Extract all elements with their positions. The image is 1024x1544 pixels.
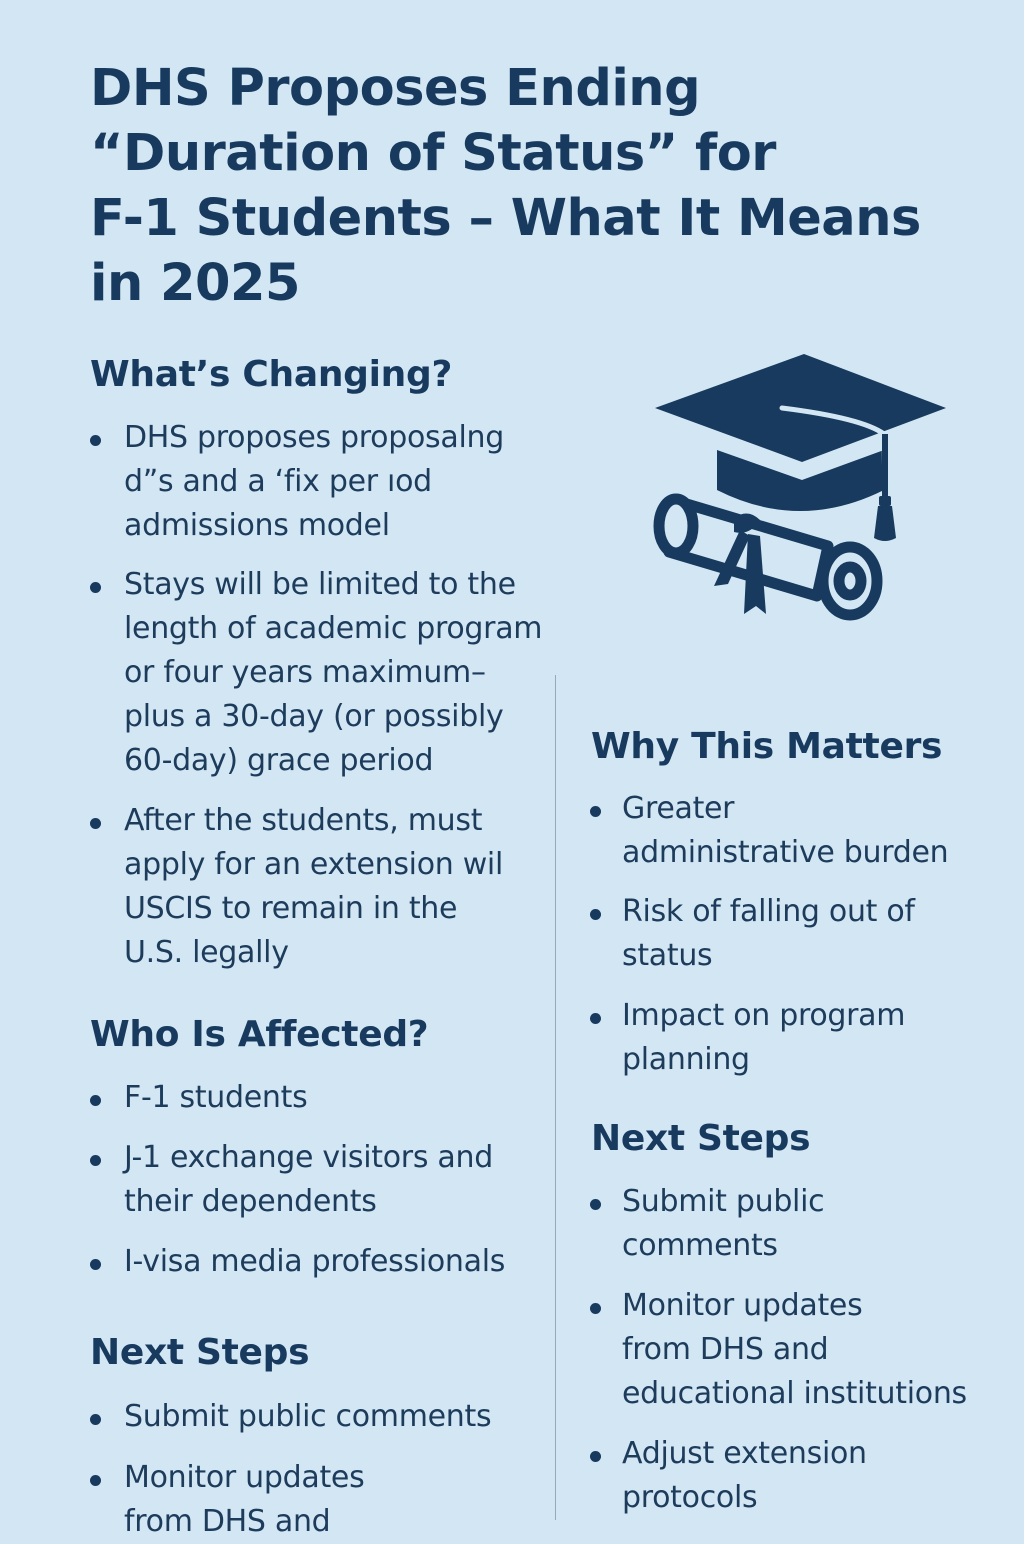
text-line: After the students, must: [124, 803, 483, 838]
list-item-text: [124, 1395, 491, 1439]
text-line: comments: [622, 1228, 778, 1263]
text-line: Stays will be limited to the: [124, 567, 516, 602]
text-line: Impact on program: [622, 998, 906, 1033]
text-line: or four years maximum–: [124, 655, 486, 690]
list-item-text: [622, 1432, 867, 1520]
text-line: Adjust extension: [622, 1436, 867, 1471]
list-item-text: [622, 890, 915, 978]
list-item-text: [622, 1180, 824, 1268]
bullet-dot: [590, 1451, 601, 1462]
bullet-dot: [90, 1414, 101, 1425]
bullet-dot: [90, 818, 101, 829]
list-item-text: [622, 1284, 967, 1416]
next-steps-heading-right: Next Steps: [591, 1118, 811, 1159]
text-line: F-1 students: [124, 1080, 308, 1115]
text-line: from DHS and: [622, 1332, 829, 1367]
text-line: Greater: [622, 791, 735, 826]
bullet-dot: [590, 909, 601, 920]
list-item-text: [622, 787, 948, 875]
list-item-text: [124, 1136, 493, 1224]
column-divider: [555, 675, 556, 1520]
title-line: F-1 Students – What It Means: [90, 189, 921, 248]
text-line: U.S. legally: [124, 935, 289, 970]
text-line: administrative burden: [622, 835, 949, 870]
title-line: in 2025: [90, 254, 300, 313]
bullet-dot: [590, 1303, 601, 1314]
text-line: 60-day) grace period: [124, 743, 434, 778]
list-item-text: [124, 1240, 505, 1284]
who-is-affected-heading: Who Is Affected?: [90, 1014, 429, 1055]
text-line: J-1 exchange visitors and: [124, 1140, 493, 1175]
text-line: Monitor updates: [622, 1288, 863, 1323]
list-item-text: [124, 563, 542, 783]
bullet-dot: [90, 1155, 101, 1166]
text-line: status: [622, 938, 713, 973]
list-item-text: [622, 994, 905, 1082]
text-line: Monitor updates: [124, 1460, 365, 1495]
list-item-text: [124, 1076, 307, 1120]
whats-changing-heading: What’s Changing?: [90, 354, 453, 395]
title-line: “Duration of Status” for: [90, 124, 776, 183]
bullet-dot: [590, 806, 601, 817]
bullet-dot: [90, 435, 101, 446]
text-line: Submit public comments: [124, 1399, 492, 1434]
text-line: protocols: [622, 1480, 758, 1515]
bullet-dot: [90, 1259, 101, 1270]
text-line: admissions model: [124, 508, 390, 543]
list-item-text: [124, 416, 504, 548]
bullet-dot: [90, 1475, 101, 1486]
graduation-cap-diploma-icon: [652, 350, 952, 625]
text-line: Submit public: [622, 1184, 825, 1219]
next-steps-heading-left: Next Steps: [90, 1332, 310, 1373]
text-line: from DHS and: [124, 1504, 331, 1539]
text-line: educational institutions: [622, 1376, 967, 1411]
text-line: Risk of falling out of: [622, 894, 915, 929]
page-title: [90, 56, 950, 316]
title-line: DHS Proposes Ending: [90, 59, 701, 118]
text-line: USCIS to remain in the: [124, 891, 458, 926]
bullet-dot: [590, 1199, 601, 1210]
list-item-text: [124, 799, 503, 975]
text-line: DHS proposes proposalng: [124, 420, 504, 455]
text-line: plus a 30-day (or possibly: [124, 699, 504, 734]
text-line: length of academic program: [124, 611, 543, 646]
list-item-text: [124, 1456, 364, 1544]
bullet-dot: [90, 582, 101, 593]
bullet-dot: [90, 1095, 101, 1106]
text-line: apply for an extension wil: [124, 847, 504, 882]
why-this-matters-heading: Why This Matters: [591, 726, 943, 767]
text-line: planning: [622, 1042, 750, 1077]
text-line: I-visa media professionals: [124, 1244, 506, 1279]
bullet-dot: [590, 1013, 601, 1024]
text-line: d”s and a ‘fix per ıod: [124, 464, 432, 499]
text-line: their dependents: [124, 1184, 377, 1219]
